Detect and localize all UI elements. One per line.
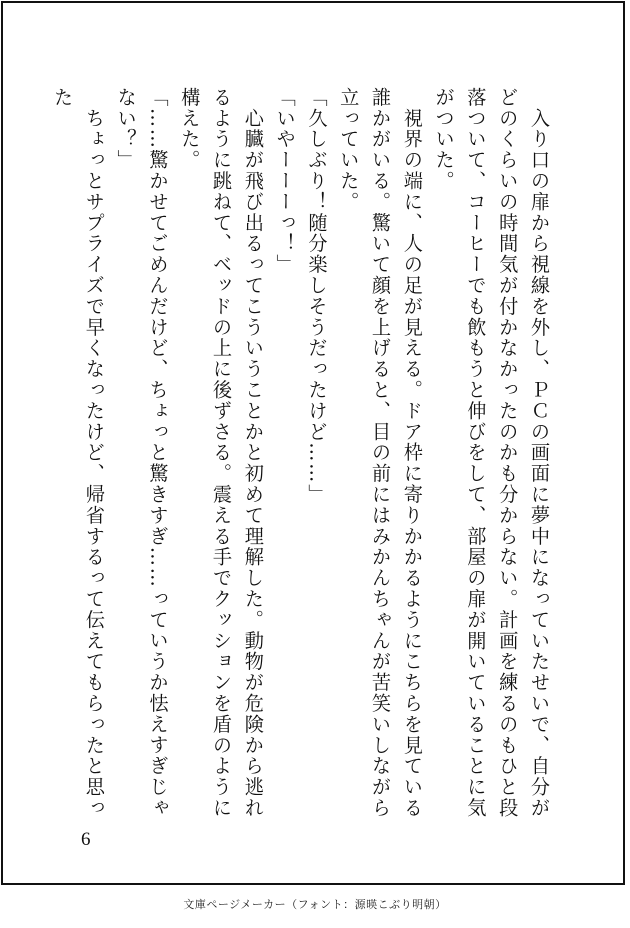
page-number: 6 (81, 829, 91, 850)
vertical-text-body (45, 87, 555, 832)
dialogue-line: 「いやーーーっ！」 (273, 87, 297, 276)
paragraph: ちょっとサプライズで早くなったけど、帰省するって伝えてもらったと思った (51, 87, 106, 819)
dialogue-line: 「……驚かせてごめんだけど、ちょっと驚きすぎ……っていうか怯えすぎじゃない？」 (114, 87, 170, 819)
page-frame (1, 1, 625, 885)
paragraph: 入り口の扉から視線を外し、ＰＣの画面に夢中になっていたせいで、自分がどのくらいの時間気が付かなかったのかも分からない。計画を練るのもひと段落ついて、コーヒーでも飲もうと伸びをして、部屋の扉が開いていることに気がついた。 (432, 87, 551, 819)
footer-credit: 文庫ページメーカー（フォント：源暎こぶり明朝） (183, 898, 447, 911)
paragraph: 視界の端に、人の足が見える。ドア枠に寄りかかるようにこちらを見ている誰かがいる。驚いて顔を上げると、目の前にはみかんちゃんが苦笑いしながら立っていた。 (337, 87, 424, 819)
paragraph: 心臓が飛び出るってこういうことかと初めて理解した。動物が危険から逃れるように跳ねて、ベッドの上に後ずさる。震える手でクッションを盾のように構えた。 (178, 87, 265, 819)
dialogue-line: 「久しぶり！随分楽しそうだったけど……」 (305, 87, 329, 505)
